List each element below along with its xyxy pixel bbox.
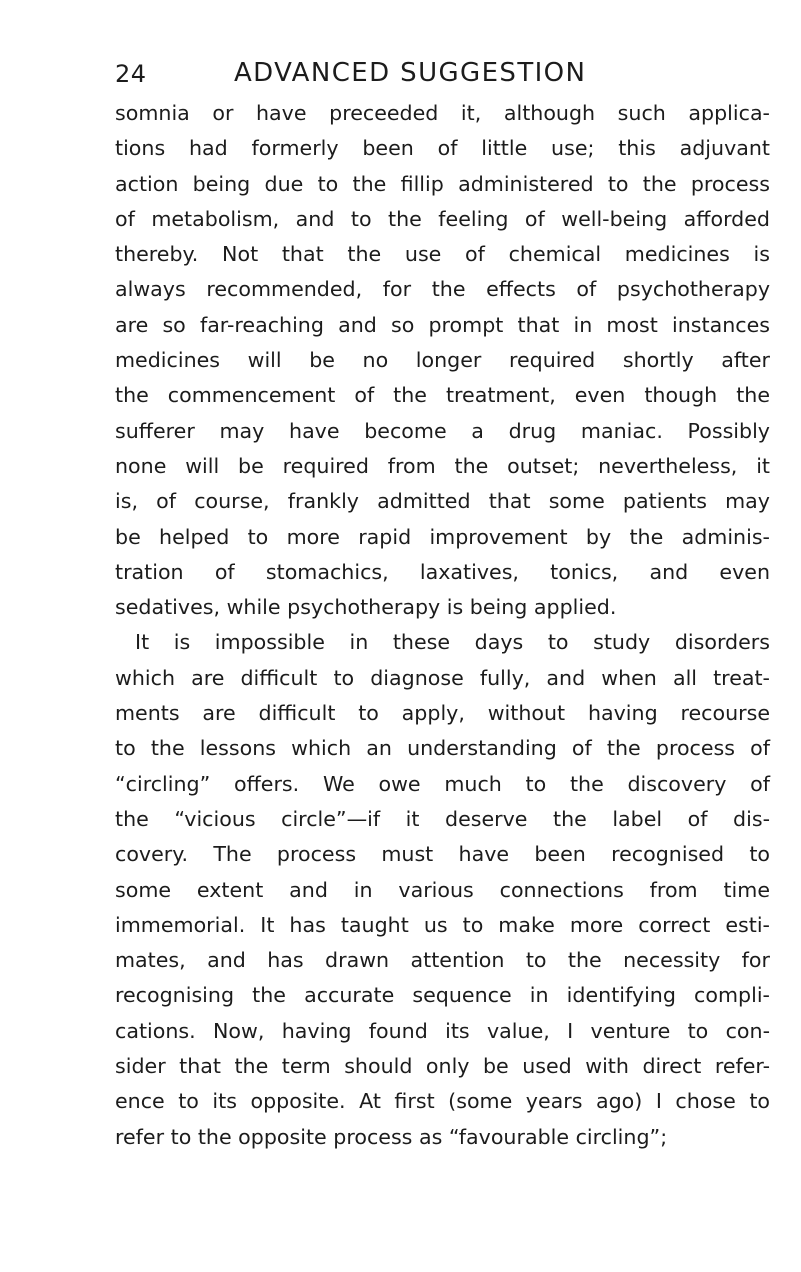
text-line: none will be required from the outset; nevertheless, it	[115, 453, 770, 478]
text-line: ments are difficult to apply, without having recourse	[115, 701, 770, 726]
text-line: mates, and has drawn attention to the necessity for	[115, 948, 770, 973]
text-line: are so far-reaching and so prompt that in most instances	[115, 312, 770, 337]
text-line: the “vicious circle”—if it deserve the label of dis-	[115, 806, 770, 831]
text-line: the commencement of the treatment, even though the	[115, 383, 770, 408]
text-line: be helped to more rapid improvement by the adminis-	[115, 524, 770, 549]
text-line: always recommended, for the effects of psychotherapy	[115, 277, 770, 302]
text-line: recognising the accurate sequence in identifying compli-	[115, 983, 770, 1008]
text-line: is, of course, frankly admitted that some patients may	[115, 489, 770, 514]
text-line: immemorial. It has taught us to make more correct esti-	[115, 912, 770, 937]
text-line: refer to the opposite process as “favourable circling”;	[115, 1124, 668, 1149]
text-line: to the lessons which an understanding of the process of	[115, 736, 770, 761]
running-head: ADVANCED SUGGESTION	[234, 58, 587, 88]
text-line: which are difficult to diagnose fully, and when all treat-	[115, 665, 770, 690]
text-line: sider that the term should only be used with direct refer-	[115, 1054, 770, 1079]
body-text	[115, 96, 770, 1155]
text-line: of metabolism, and to the feeling of well-being afforded	[115, 206, 770, 231]
text-line: medicines will be no longer required shortly after	[115, 348, 770, 373]
text-line: sufferer may have become a drug maniac. Possibly	[115, 418, 770, 443]
text-line: tration of stomachics, laxatives, tonics, and even	[115, 559, 770, 584]
text-line: action being due to the fillip administered to the process	[115, 171, 770, 196]
page-header	[109, 58, 779, 94]
text-line: covery. The process must have been recognised to	[115, 842, 770, 867]
text-line: some extent and in various connections from time	[115, 877, 770, 902]
text-line: “circling” offers. We owe much to the discovery of	[115, 771, 770, 796]
text-line: cations. Now, having found its value, I venture to con-	[115, 1018, 770, 1043]
text-line: ence to its opposite. At first (some years ago) I chose to	[115, 1089, 770, 1114]
text-line-paragraph-start: It is impossible in these days to study disorders	[135, 630, 770, 655]
text-line: thereby. Not that the use of chemical medicines is	[115, 242, 770, 267]
text-line: sedatives, while psychotherapy is being applied.	[115, 595, 617, 620]
page-number: 24	[115, 60, 147, 88]
text-line: tions had formerly been of little use; this adjuvant	[115, 136, 770, 161]
text-line: somnia or have preceeded it, although such applica-	[115, 101, 770, 125]
